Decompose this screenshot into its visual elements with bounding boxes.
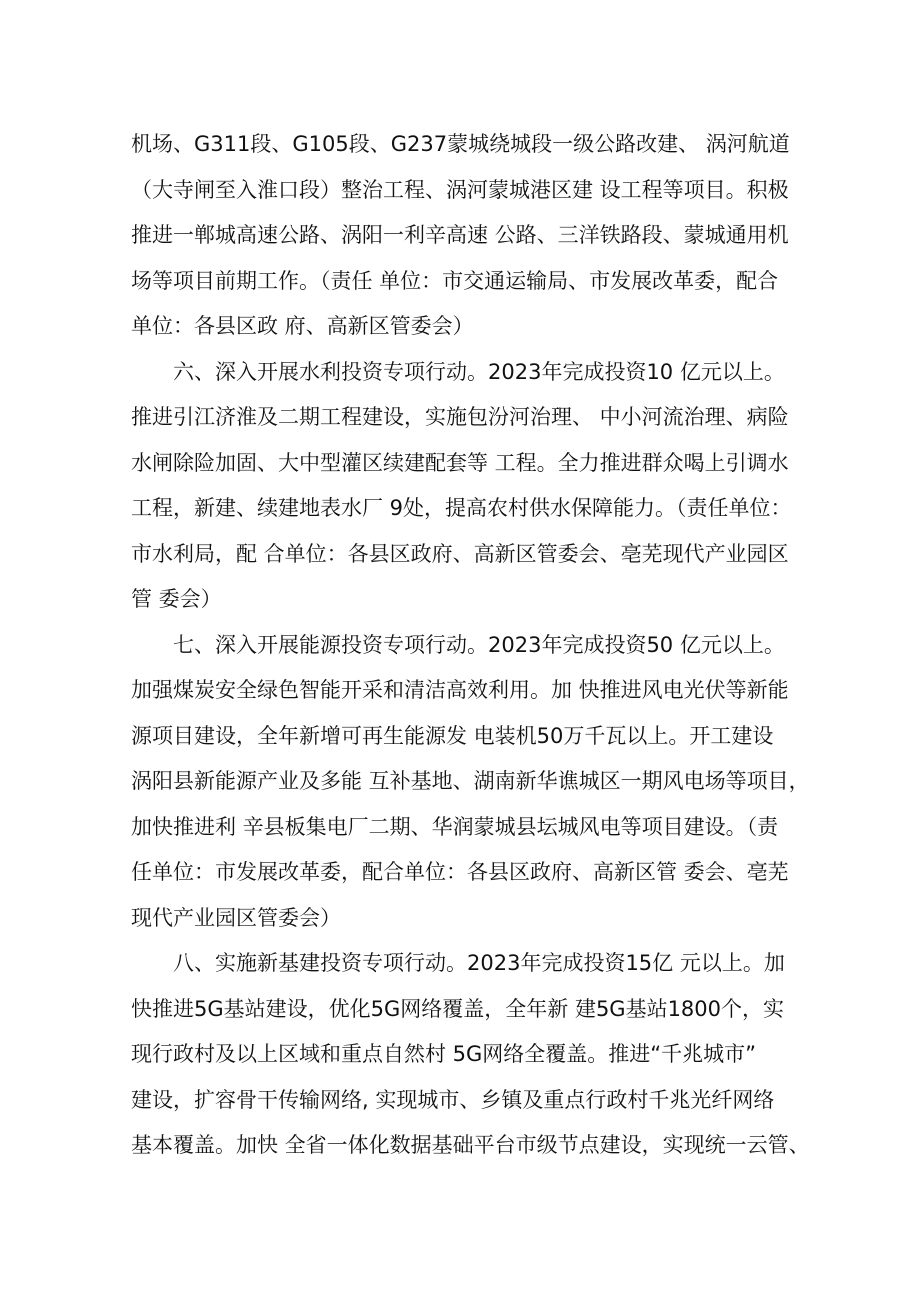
text-line: 七、深入开展能源投资专项行动。2023年完成投资50 亿元以上。 [173, 632, 785, 657]
text-line: 工程，新建、续建地表水厂 9处，提高农村供水保障能力。（责任单位： [131, 496, 792, 520]
text-line: 机场、G311段、G105段、G237蒙城绕城段一级公路改建、 涡河航道 [131, 132, 790, 156]
text-line: 场等项目前期工作。（责任 单位：市交通运输局、市发展改革委，配合 [131, 268, 779, 293]
text-line: 管 委会） [131, 587, 222, 611]
text-line: 基本覆盖。加快 全省一体化数据基础平台市级节点建设，实现统一云管、 [131, 1133, 810, 1157]
text-line: 现代产业园区管委会） [131, 905, 341, 930]
text-line: 加快推进利 辛县板集电厂二期、华润蒙城县坛城风电等项目建设。（责 [131, 814, 779, 839]
paragraph-transport-continued [131, 122, 811, 350]
text-line: 推进一郸城高速公路、涡阳一利辛高速 公路、三洋铁路段、蒙城通用机 [131, 223, 789, 247]
text-line: 六、深入开展水利投资专项行动。2023年完成投资10 亿元以上。 [173, 359, 785, 384]
text-line: 涡阳县新能源产业及多能 互补基地、湖南新华谯城区一期风电场等项目， [131, 769, 810, 793]
text-line: 源项目建设，全年新增可再生能源发 电装机50万千瓦以上。开工建设 [131, 723, 774, 748]
text-line: 任单位：市发展改革委，配合单位：各县区政府、高新区管 委会、亳芜 [131, 860, 789, 884]
text-line: 单位：各县区政 府、高新区管委会） [131, 314, 474, 338]
paragraph-energy-investment [131, 623, 811, 942]
text-line: 市水利局，配 合单位：各县区政府、高新区管委会、亳芜现代产业园区 [131, 541, 789, 566]
document-body [131, 122, 811, 1169]
paragraph-water-investment [131, 350, 811, 623]
text-line: 现行政村及以上区域和重点自然村 5G网络全覆盖。推进“千兆城市” [131, 1042, 757, 1066]
text-line: 建设，扩容骨干传输网络, 实现城市、乡镇及重点行政村千兆光纤网络 [131, 1087, 775, 1112]
paragraph-new-infrastructure [131, 941, 811, 1169]
text-line: 推进引江济淮及二期工程建设，实施包汾河治理、 中小河流治理、病险 [131, 405, 789, 429]
text-line: 水闸除险加固、大中型灌区续建配套等 工程。全力推进群众喝上引调水 [131, 450, 789, 475]
text-line: （大寺闸至入淮口段）整治工程、涡河蒙城港区建 设工程等项目。积极 [131, 177, 789, 202]
text-line: 加强煤炭安全绿色智能开采和清洁高效利用。加 快推进风电光伏等新能 [131, 678, 789, 702]
text-line: 八、实施新基建投资专项行动。2023年完成投资15亿 元以上。加 [173, 951, 785, 975]
text-line: 快推进5G基站建设，优化5G网络覆盖，全年新 建5G基站1800个，实 [131, 996, 785, 1021]
